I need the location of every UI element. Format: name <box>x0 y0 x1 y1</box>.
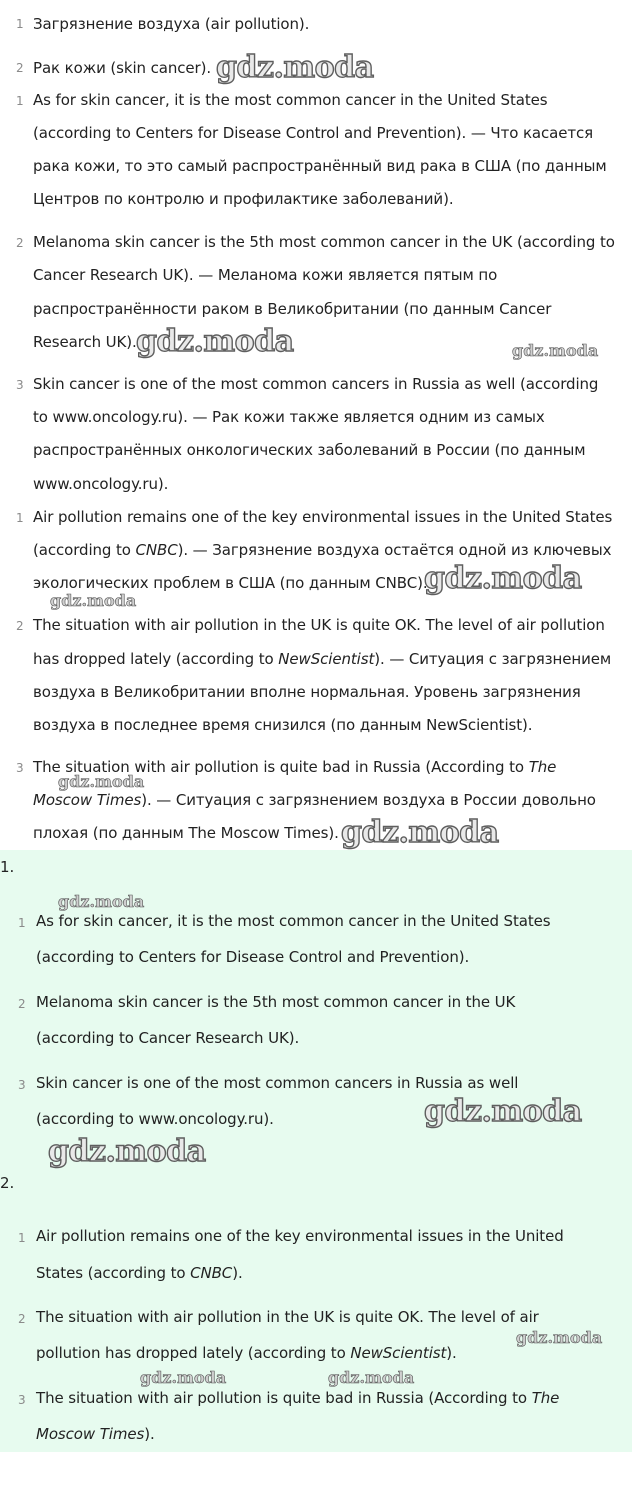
watermark: gdz.moda <box>48 1134 206 1169</box>
list-number: 2 <box>16 619 24 633</box>
section-label: 2. <box>0 1174 15 1192</box>
source-name: Moscow Times <box>33 791 142 809</box>
list-text: Рак кожи (skin cancer). <box>33 59 212 77</box>
fact-line: рака кожи, то это самый распространённый вид рака в США (по данным <box>33 157 607 175</box>
list-number: 1 <box>16 94 24 108</box>
list-number: 1 <box>18 916 26 930</box>
list-number: 1 <box>16 17 24 31</box>
fact-line: The situation with air pollution is quite bad in Russia (According to The <box>33 758 557 776</box>
watermark: gdz.moda <box>58 892 145 911</box>
answer-line: The situation with air pollution is quite bad in Russia (According to The <box>36 1389 560 1407</box>
list-number: 3 <box>18 1393 26 1407</box>
list-text: Загрязнение воздуха (air pollution). <box>33 15 310 33</box>
list-number: 2 <box>16 61 24 75</box>
watermark: gdz.moda <box>512 341 599 360</box>
source-name: Moscow Times <box>36 1425 145 1443</box>
watermark: gdz.moda <box>136 324 294 359</box>
source-name: The <box>531 1389 560 1407</box>
source-name: NewScientist <box>350 1344 447 1362</box>
fact-line: воздуха в последнее время снизился (по данным NewScientist). <box>33 716 533 734</box>
answer-line: States (according to CNBC). <box>36 1264 243 1282</box>
answer-line: (according to Centers for Disease Control and Prevention). <box>36 948 470 966</box>
watermark: gdz.moda <box>516 1328 603 1347</box>
fact-line: to www.oncology.ru). — Рак кожи также является одним из самых <box>33 408 545 426</box>
watermark: gdz.moda <box>58 772 145 791</box>
fact-line: Moscow Times). — Ситуация с загрязнением воздуха в России довольно <box>33 791 596 809</box>
watermark: gdz.moda <box>424 1094 582 1129</box>
fact-line: Skin cancer is one of the most common cancers in Russia as well (according <box>33 375 599 393</box>
answer-line: Melanoma skin cancer is the 5th most common cancer in the UK <box>36 993 516 1011</box>
fact-line: Research UK). <box>33 333 137 351</box>
list-number: 3 <box>16 378 24 392</box>
answer-line: The situation with air pollution in the UK is quite OK. The level of air <box>36 1308 539 1326</box>
fact-line: (according to CNBC). — Загрязнение воздуха остаётся одной из ключевых <box>33 541 612 559</box>
source-name: NewScientist <box>278 650 375 668</box>
fact-line: (according to Centers for Disease Control and Prevention). — Что касается <box>33 124 594 142</box>
fact-line: Melanoma skin cancer is the 5th most common cancer in the UK (according to <box>33 233 615 251</box>
fact-line: воздуха в Великобритании вполне нормальная. Уровень загрязнения <box>33 683 581 701</box>
fact-line: Центров по контролю и профилактике заболеваний). <box>33 190 454 208</box>
answer-line: As for skin cancer, it is the most common cancer in the United States <box>36 912 551 930</box>
fact-line: Cancer Research UK). — Меланома кожи является пятым по <box>33 266 498 284</box>
source-name: CNBC <box>190 1264 233 1282</box>
list-number: 2 <box>16 236 24 250</box>
answer-line: Skin cancer is one of the most common cancers in Russia as well <box>36 1074 519 1092</box>
fact-line: The situation with air pollution in the UK is quite OK. The level of air pollution <box>33 616 605 634</box>
list-number: 3 <box>18 1078 26 1092</box>
fact-line: As for skin cancer, it is the most common cancer in the United States <box>33 91 548 109</box>
fact-line: Air pollution remains one of the key environmental issues in the United States <box>33 508 613 526</box>
fact-line: плохая (по данным The Moscow Times). <box>33 824 339 842</box>
fact-line: распространённости раком в Великобритании (по данным Cancer <box>33 300 552 318</box>
answer-line: (according to Cancer Research UK). <box>36 1029 300 1047</box>
source-name: The <box>528 758 557 776</box>
answer-line: Moscow Times). <box>36 1425 155 1443</box>
list-number: 1 <box>16 511 24 525</box>
watermark: gdz.moda <box>50 591 137 610</box>
watermark: gdz.moda <box>424 561 582 596</box>
fact-line: экологических проблем в США (по данным CNBC). <box>33 574 428 592</box>
watermark: gdz.moda <box>341 815 499 850</box>
fact-line: www.oncology.ru). <box>33 475 169 493</box>
list-number: 2 <box>18 997 26 1011</box>
fact-line: распространённых онкологических заболеваний в России (по данным <box>33 441 586 459</box>
source-name: CNBC <box>135 541 178 559</box>
list-number: 1 <box>18 1231 26 1245</box>
section-label: 1. <box>0 858 15 876</box>
watermark: gdz.moda <box>216 50 374 85</box>
watermark: gdz.moda <box>328 1368 415 1387</box>
answer-line: pollution has dropped lately (according to NewScientist). <box>36 1344 457 1362</box>
list-number: 2 <box>18 1312 26 1326</box>
fact-line: has dropped lately (according to NewScientist). — Ситуация с загрязнением <box>33 650 612 668</box>
answer-line: Air pollution remains one of the key environmental issues in the United <box>36 1227 564 1245</box>
watermark: gdz.moda <box>140 1368 227 1387</box>
list-number: 3 <box>16 761 24 775</box>
answer-line: (according to www.oncology.ru). <box>36 1110 274 1128</box>
